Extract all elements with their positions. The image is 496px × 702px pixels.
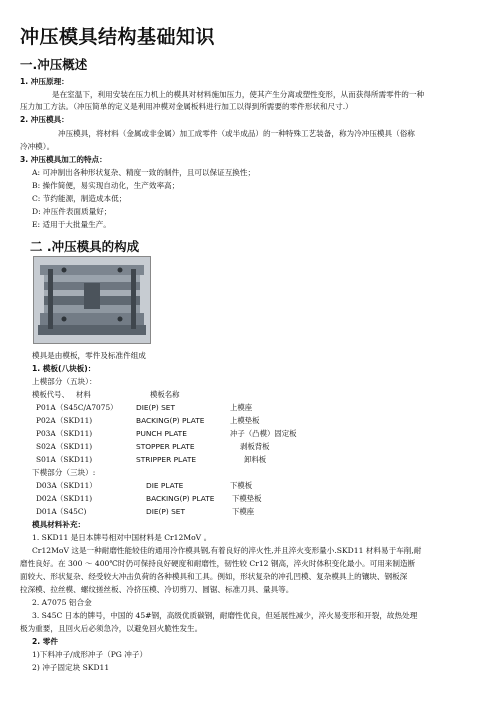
plate-name-cn: 上模座	[230, 403, 253, 412]
upper-die-label: 上模部分（五块）：	[32, 377, 97, 386]
plate-material: （SKD11）	[56, 481, 97, 490]
plate-code: D02A	[36, 494, 57, 503]
material-supplement-heading: 模具材料补充：	[32, 520, 86, 529]
plate-material: （S45C)	[56, 507, 87, 516]
plates-heading: 1. 模板(八块板)：	[32, 364, 96, 373]
item2-text-a: 冲压模具，将材料（金属或非金属）加工成零件（或半成品）的一种特殊工艺装备，称为冷冲压模具（俗称	[58, 129, 415, 138]
supplement-cr12mov-d: 拉深模、拉丝模、螺纹搓丝板、冷挤压模、冷切剪刀、圆锯、标准刀具、量具等。	[20, 585, 294, 594]
plate-code: S01A	[36, 455, 56, 464]
feature-e: E: 适用于大批量生产。	[32, 220, 111, 229]
plate-code: P01A	[36, 403, 56, 412]
feature-a: A: 可冲制出各种形状复杂、精度一致的制件，且可以保证互换性；	[32, 168, 256, 177]
header-material: 材料	[76, 390, 91, 399]
page-title: 冲压模具结构基础知识	[20, 26, 216, 48]
supplement-cr12mov-b: 磨性良好。在 300 ～ 400℃时仍可保持良好硬度和耐磨性，韧性较 Cr12 钢高，淬火时体积变化最小。可用来制造断	[20, 559, 416, 568]
plate-code: D03A	[36, 481, 57, 490]
supplement-a7075: 2. A7075 铝合金	[32, 598, 92, 607]
header-code: 模板代号、	[32, 390, 69, 399]
plate-name-en: STOPPER PLATE	[136, 442, 195, 451]
plate-name-cn: 下模垫板	[232, 494, 262, 503]
plate-code: S02A	[36, 442, 56, 451]
plate-name-en: DIE(P) SET	[146, 507, 185, 516]
plate-name-cn: 冲子（凸模）固定板	[230, 429, 297, 438]
header-name: 模板名称	[150, 390, 180, 399]
plate-name-cn: 上模垫板	[230, 416, 260, 425]
part-punch: 1)下料冲子/成形冲子（PG 冲子）	[32, 650, 148, 659]
item1-text-a: 是在室温下，利用安装在压力机上的模具对材料施加压力，使其产生分离或塑性变形，从而获得所需零件的一种	[52, 90, 425, 99]
section-heading-structure: 二 .冲压模具的构成	[30, 239, 140, 254]
item2-label: 2. 冲压模具：	[20, 115, 69, 124]
plate-code: D01A	[36, 507, 57, 516]
feature-b: B: 操作简便，易实现自动化，生产效率高；	[32, 181, 180, 190]
plate-material: （SKD11)	[56, 494, 93, 503]
plate-material: （SKD11)	[56, 429, 93, 438]
feature-c: C: 节约能源，制造成本低；	[32, 194, 127, 203]
plate-name-cn: 下模板	[230, 481, 253, 490]
plate-name-en: DIE(P) SET	[136, 403, 175, 412]
plate-name-cn: 卸料板	[244, 455, 267, 464]
plate-name-en: BACKING(P) PLATE	[146, 494, 215, 503]
plate-code: P02A	[36, 416, 56, 425]
plate-material: （S45C/A7075）	[56, 403, 118, 412]
item3-label: 3. 冲压模具加工的特点：	[20, 155, 107, 164]
item2-text-b: 冷冲模）。	[20, 142, 55, 151]
plate-name-cn: 剥板背板	[240, 442, 270, 451]
parts-heading: 2. 零件	[32, 637, 58, 646]
plate-name-cn: 下模座	[232, 507, 255, 516]
plate-material: （SKD11)	[56, 455, 93, 464]
die-set-photo	[33, 256, 151, 344]
plate-material: （SKD11)	[56, 442, 93, 451]
plate-name-en: PUNCH PLATE	[136, 429, 187, 438]
section-heading-overview: 一.冲压概述	[20, 57, 88, 72]
plate-name-en: BACKING(P) PLATE	[136, 416, 205, 425]
plate-material: （SKD11)	[56, 416, 93, 425]
supplement-skd11: 1. SKD11 是日本牌号相对中国材料是 Cr12MoV 。	[32, 533, 212, 542]
supplement-s45c-b: 极为重要，且回火后必须急冷，以避免回火脆性发生。	[20, 624, 203, 633]
supplement-cr12mov-a: Cr12MoV 这是一种耐磨性能较佳的通用冷作模具钢,有着良好的淬火性,并且淬火变形量小.SKD11 材料易于车削,耐	[32, 546, 422, 555]
lower-die-label: 下模部分（三块）:	[32, 468, 96, 477]
plate-name-en: DIE PLATE	[146, 481, 184, 490]
item1-text-b: 压力加工方法。（冲压简单的定义是利用冲模对金属板料进行加工以得到所需要的零件形状和尺寸.）	[20, 102, 353, 111]
feature-d: D: 冲压件表面质量好；	[32, 207, 112, 216]
supplement-s45c-a: 3. S45C 日本的牌号，中国的 45#钢，高级优质碳钢，耐磨性优良，但延展性减少，淬火易变形和开裂，故热处理	[32, 611, 418, 620]
part-punch-block: 2) 冲子固定块 SKD11	[32, 663, 110, 672]
plate-name-en: STRIPPER PLATE	[136, 455, 196, 464]
item1-label: 1. 冲压原理：	[20, 77, 69, 86]
plate-code: P03A	[36, 429, 56, 438]
supplement-cr12mov-c: 面较大、形状复杂、经受较大冲击负荷的各种模具和工具。例如，形状复杂的冲孔凹模、复杂模具上的镶块、钢板深	[20, 572, 408, 581]
structure-intro: 模具是由模板，零件及标准件组成	[32, 351, 146, 360]
